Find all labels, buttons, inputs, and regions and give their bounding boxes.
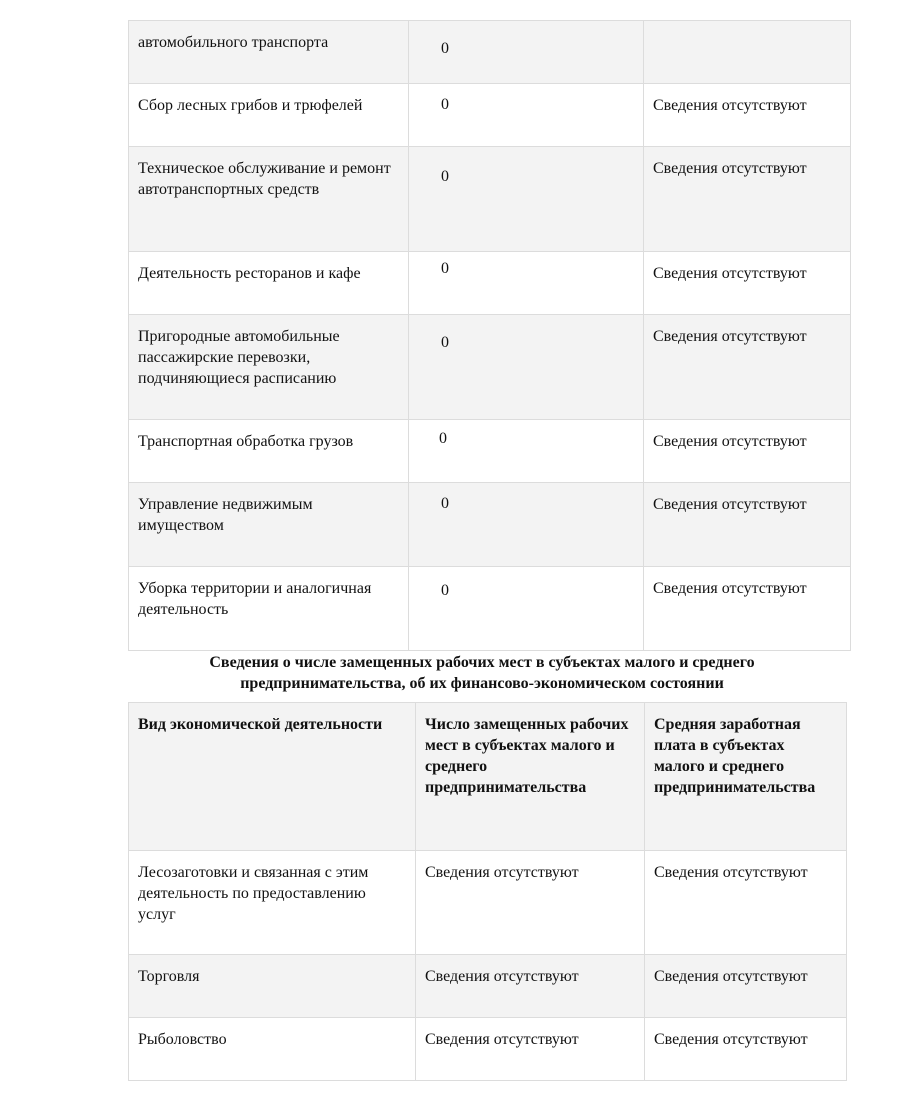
note-cell: Сведения отсутствуют	[644, 252, 851, 315]
table-row	[129, 147, 851, 252]
column-header-activity: Вид экономической деятельности	[129, 703, 416, 851]
column-header-salary: Средняя заработная плата в субъектах малого и среднего предпринимательства	[645, 703, 847, 851]
table-row	[129, 84, 851, 147]
salary-cell: Сведения отсутствуют	[645, 955, 847, 1018]
activity-cell: Сбор лесных грибов и трюфелей	[129, 84, 409, 147]
value-cell: 0	[409, 147, 644, 252]
note-cell: Сведения отсутствуют	[644, 567, 851, 651]
table-row	[129, 21, 851, 84]
activity-table-top	[128, 20, 851, 651]
activity-cell: Управление недвижимым имуществом	[129, 483, 409, 567]
note-cell: Сведения отсутствуют	[644, 483, 851, 567]
note-cell	[644, 21, 851, 84]
value-cell: 0	[409, 315, 644, 420]
column-header-jobs: Число замещенных рабочих мест в субъектах малого и среднего предпринимательства	[416, 703, 645, 851]
note-cell: Сведения отсутствуют	[644, 84, 851, 147]
activity-cell: Уборка территории и аналогичная деятельность	[129, 567, 409, 651]
table-row	[129, 252, 851, 315]
table-row	[129, 567, 851, 651]
salary-cell: Сведения отсутствуют	[645, 1018, 847, 1081]
value-cell: 0	[409, 252, 644, 315]
note-cell: Сведения отсутствуют	[644, 420, 851, 483]
jobs-cell: Сведения отсутствуют	[416, 955, 645, 1018]
table-row	[129, 955, 847, 1018]
activity-cell: Транспортная обработка грузов	[129, 420, 409, 483]
note-cell: Сведения отсутствуют	[644, 315, 851, 420]
table-row	[129, 483, 851, 567]
table-row	[129, 1018, 847, 1081]
table-row	[129, 851, 847, 955]
activity-cell: Техническое обслуживание и ремонт автотранспортных средств	[129, 147, 409, 252]
value-cell: 0	[409, 567, 644, 651]
activity-cell: Деятельность ресторанов и кафе	[129, 252, 409, 315]
employment-table	[128, 702, 847, 1081]
value-cell: 0	[409, 420, 644, 483]
table-row	[129, 420, 851, 483]
activity-cell: Торговля	[129, 955, 416, 1018]
table-header-row	[129, 703, 847, 851]
note-cell: Сведения отсутствуют	[644, 147, 851, 252]
activity-cell: Лесозаготовки и связанная с этим деятельность по предоставлению услуг	[129, 851, 416, 955]
value-cell: 0	[409, 21, 644, 84]
activity-cell: Пригородные автомобильные пассажирские перевозки, подчиняющиеся расписанию	[129, 315, 409, 420]
salary-cell: Сведения отсутствуют	[645, 851, 847, 955]
activity-cell: Рыболовство	[129, 1018, 416, 1081]
jobs-cell: Сведения отсутствуют	[416, 1018, 645, 1081]
value-cell: 0	[409, 84, 644, 147]
section-heading: Сведения о числе замещенных рабочих мест в субъектах малого и среднего предпринимательства, об их финансово-экономическом состоянии	[209, 654, 755, 692]
jobs-cell: Сведения отсутствуют	[416, 851, 645, 955]
table-row	[129, 315, 851, 420]
activity-cell: автомобильного транспорта	[129, 21, 409, 84]
value-cell: 0	[409, 483, 644, 567]
